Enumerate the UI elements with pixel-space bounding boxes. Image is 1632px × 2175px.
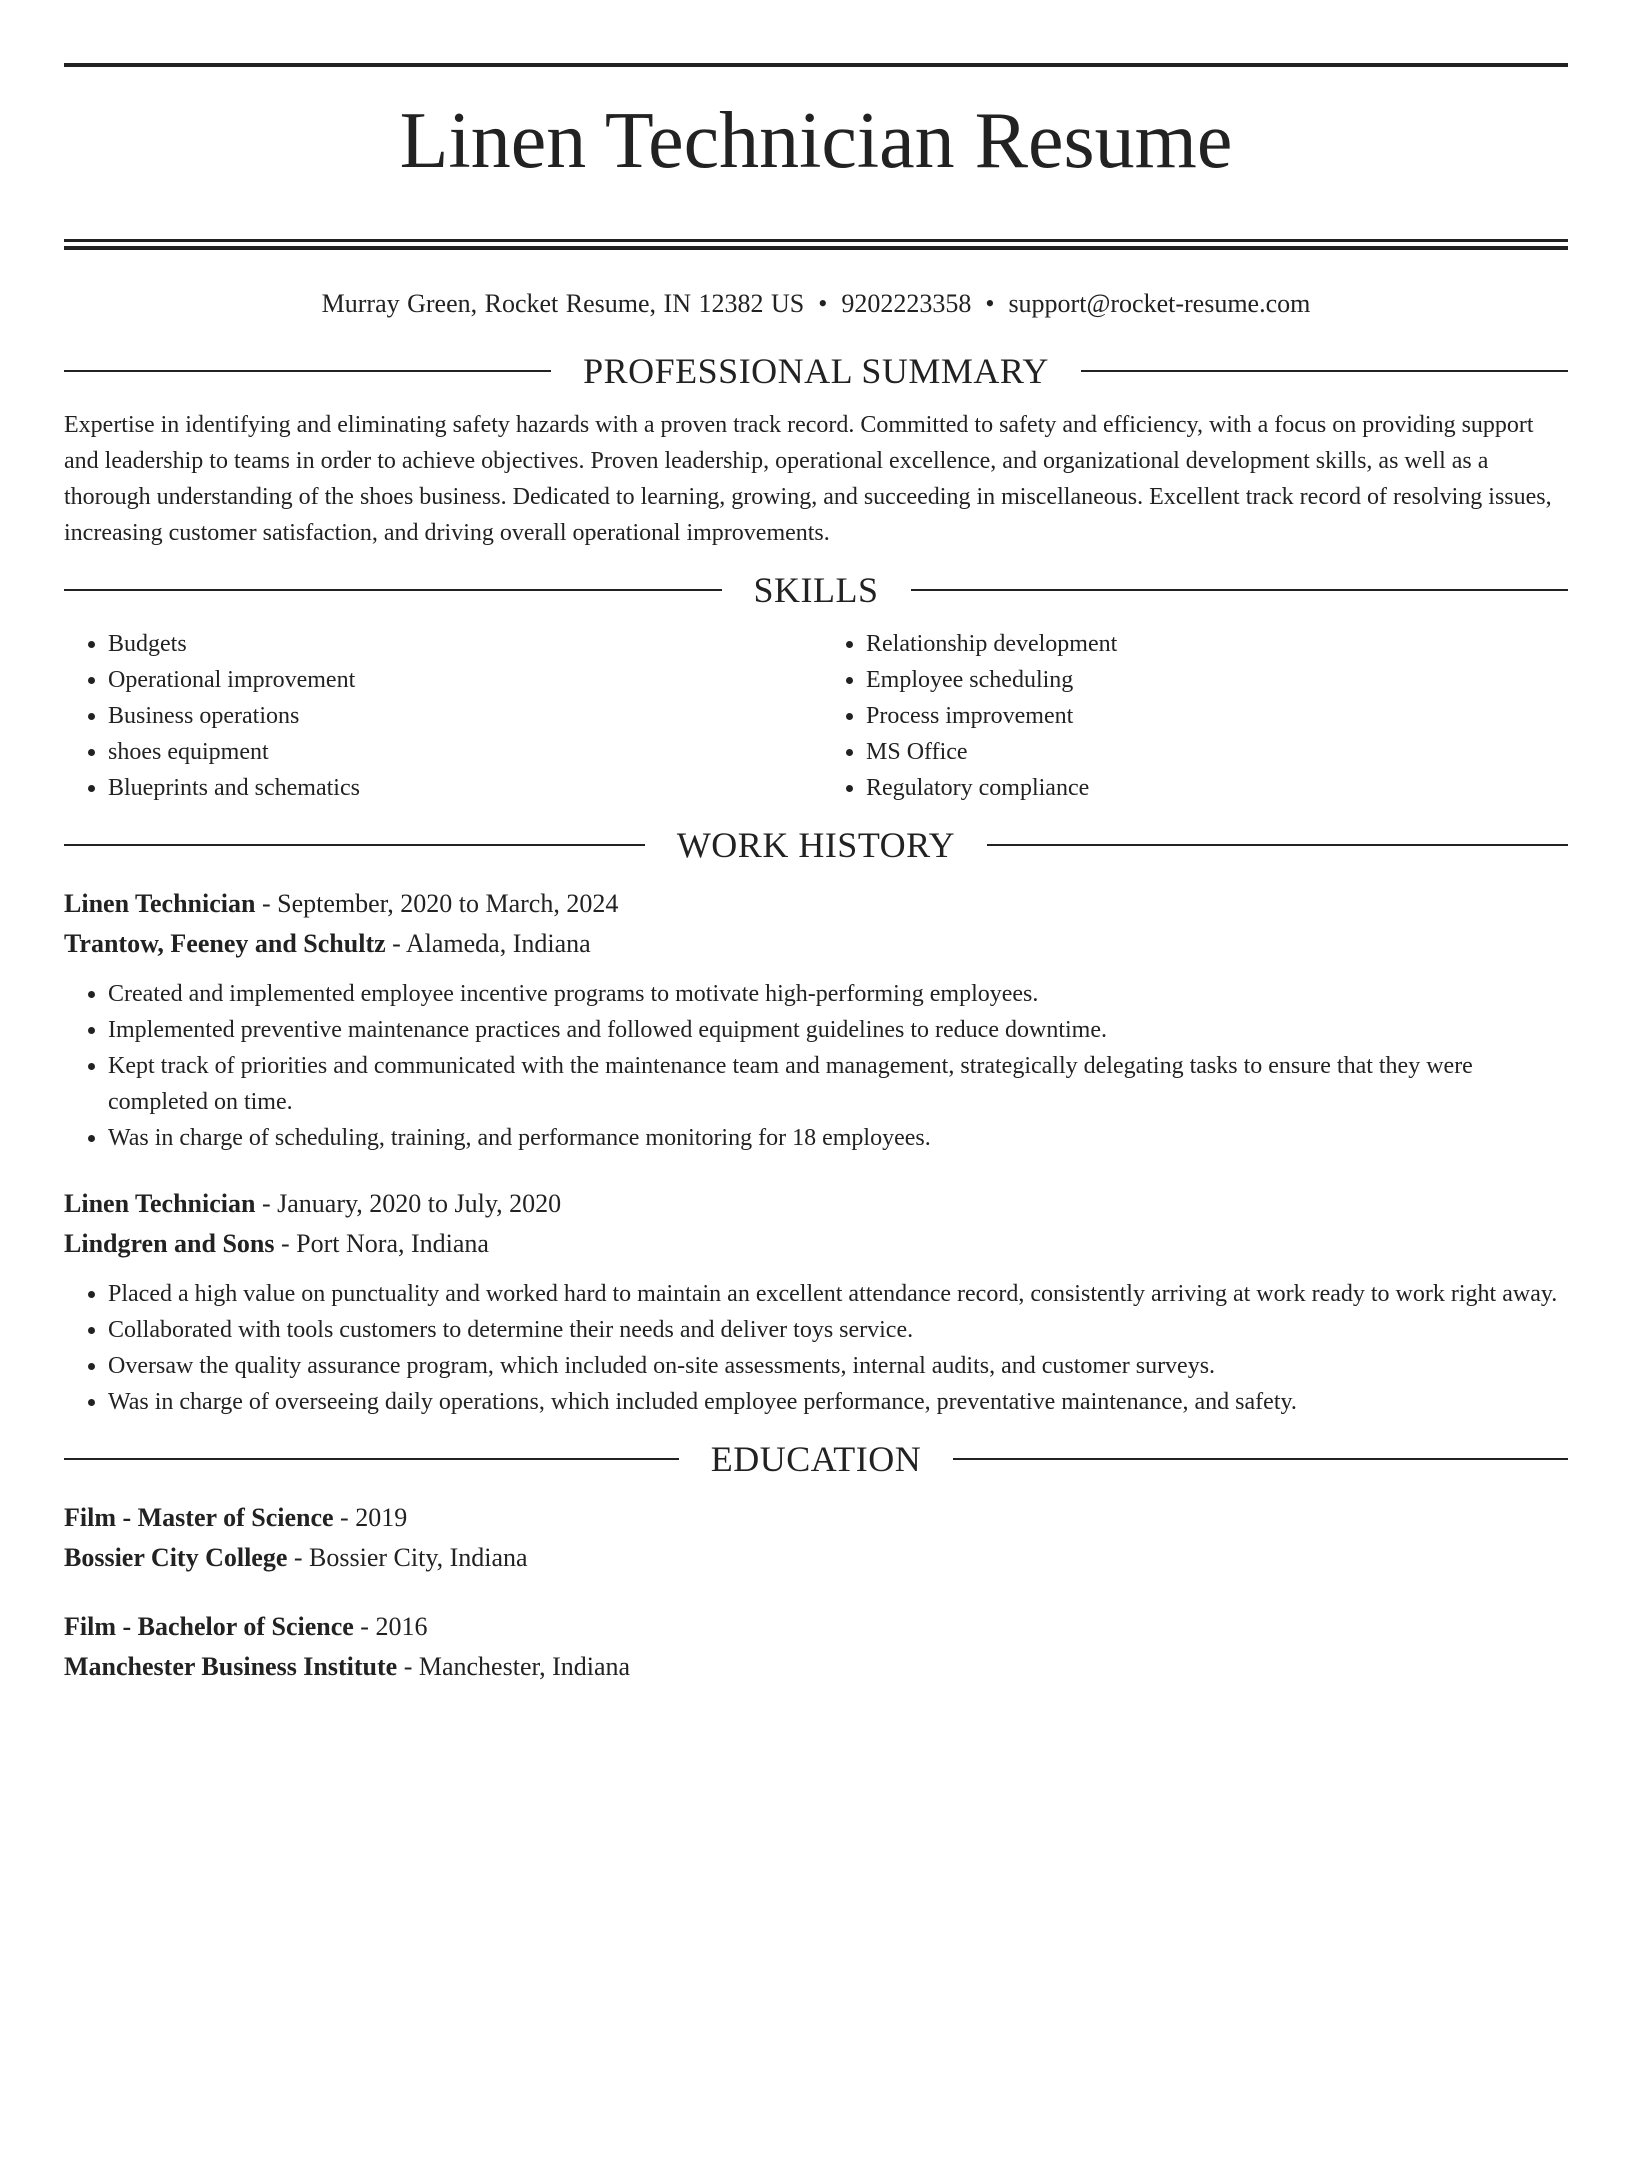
job-dates: - January, 2020 to July, 2020 [255,1189,562,1218]
section-rule [953,1458,1568,1460]
contact-line [64,286,1568,322]
job-location: - Alameda, Indiana [385,929,591,958]
section-rule [64,844,645,846]
section-title-education: EDUCATION [710,1439,922,1479]
section-header-education [64,1438,1568,1480]
page-title: Linen Technician Resume [399,97,1233,185]
job-entry [64,884,1568,1156]
job-title-line [64,884,1568,924]
section-rule [911,589,1569,591]
section-rule [64,1458,679,1460]
degree-year: - 2019 [333,1503,408,1532]
skill-item: • Relationship development [866,626,1568,662]
skill-item: • Process improvement [866,698,1568,734]
job-bullet: • Was in charge of scheduling, training, and performance monitoring for 18 employees. [108,1120,1568,1156]
skill-item: • Employee scheduling [866,662,1568,698]
skill-item: • Regulatory compliance [866,770,1568,806]
section-title-work: WORK HISTORY [676,825,956,865]
section-rule [64,370,551,372]
job-location: - Port Nora, Indiana [274,1229,489,1258]
skill-item: • Business operations [108,698,810,734]
school-location: - Manchester, Indiana [397,1652,631,1681]
job-bullet: • Created and implemented employee incentive programs to motivate high-performing employees. [108,976,1568,1012]
section-rule [1081,370,1568,372]
school-location: - Bossier City, Indiana [287,1543,528,1572]
job-bullet: • Was in charge of overseeing daily operations, which included employee performance, preventative maintenance, and safety. [108,1384,1568,1420]
section-rule [987,844,1568,846]
job-title-line [64,1184,1568,1224]
title-double-rule [64,239,1568,250]
section-header-work [64,824,1568,866]
skill-item: • shoes equipment [108,734,810,770]
job-bullet: • Oversaw the quality assurance program, which included on-site assessments, internal audits, and customer surveys. [108,1348,1568,1384]
job-company: Lindgren and Sons [64,1229,275,1258]
skills-grid [64,626,1568,806]
job-bullets [64,1276,1568,1420]
degree-line [64,1607,1568,1647]
job-bullet: • Placed a high value on punctuality and worked hard to maintain an excellent attendance record, consistently arriving at work ready to work right away. [108,1276,1568,1312]
degree: Film - Bachelor of Science [64,1612,354,1641]
resume-page [0,63,1632,2175]
summary-text: Expertise in identifying and eliminating safety hazards with a proven track record. Committed to safety and efficiency, with a focus on providing support and leadership to teams in order to achieve objectives. Proven leadership, operational excellence, and organizational development skills, as well as a thorough understanding of the shoes business. Dedicated to learning, growing, and succeeding in miscellaneous. Excellent track record of resolving issues, increasing customer satisfaction, and driving overall operational improvements. [64,412,1552,546]
skill-item: • MS Office [866,734,1568,770]
job-title: Linen Technician [64,889,256,918]
school-line [64,1538,1568,1578]
section-header-skills [64,569,1568,611]
degree-year: - 2016 [353,1612,428,1641]
job-company-line [64,924,1568,964]
contact-email: support@rocket-resume.com [1008,289,1311,318]
skill-item: • Budgets [108,626,810,662]
education-entry [64,1607,1568,1687]
school: Manchester Business Institute [64,1652,398,1681]
job-title: Linen Technician [64,1189,256,1218]
section-title-summary: PROFESSIONAL SUMMARY [583,351,1049,391]
degree-line [64,1498,1568,1538]
section-title-skills: SKILLS [753,570,879,610]
job-bullet: • Implemented preventive maintenance practices and followed equipment guidelines to reduce downtime. [108,1012,1568,1048]
contact-address: Murray Green, Rocket Resume, IN 12382 US [321,289,805,318]
job-dates: - September, 2020 to March, 2024 [255,889,619,918]
job-bullet: • Kept track of priorities and communicated with the maintenance team and management, strategically delegating tasks to ensure that they were completed on time. [108,1048,1568,1120]
school: Bossier City College [64,1543,288,1572]
degree: Film - Master of Science [64,1503,334,1532]
school-line [64,1647,1568,1687]
skills-list-left [64,626,810,806]
skill-item: • Blueprints and schematics [108,770,810,806]
section-rule [64,589,722,591]
contact-phone: 9202223358 [841,289,972,318]
job-bullet: • Collaborated with tools customers to determine their needs and deliver toys service. [108,1312,1568,1348]
job-company-line [64,1224,1568,1264]
education-entry [64,1498,1568,1578]
skill-item: • Operational improvement [108,662,810,698]
job-bullets [64,976,1568,1156]
job-company: Trantow, Feeney and Schultz [64,929,386,958]
top-rule [64,63,1568,67]
skills-list-right [810,626,1568,806]
contact-separator: • [985,289,995,318]
job-entry [64,1184,1568,1420]
section-header-summary [64,350,1568,392]
contact-separator: • [818,289,828,318]
